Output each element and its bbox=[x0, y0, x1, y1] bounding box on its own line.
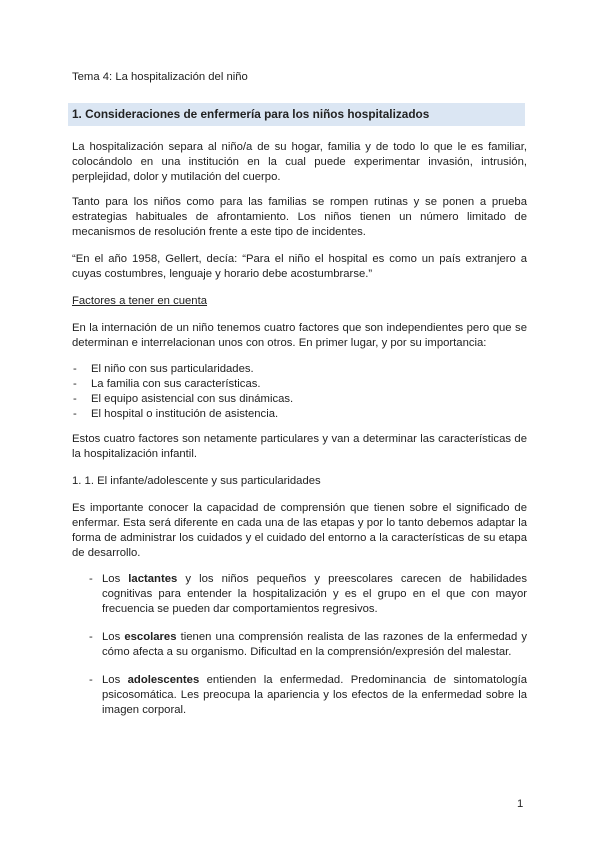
stages-list bbox=[72, 673, 527, 718]
factors-list bbox=[72, 362, 527, 422]
stages-list bbox=[72, 630, 527, 660]
paragraph-comprehension: Es importante conocer la capacidad de comprensión que tienen sobre el significado de enfermar. Esta será diferente en cada una de las etapas y por lo tanto debemos adaptar la forma de administrar los cuidados y el cuidado del entorno a la características de su etapa de desarrollo. bbox=[72, 502, 527, 559]
subsection-heading: 1. 1. El infante/adolescente y sus particularidades bbox=[72, 475, 321, 487]
page-number: 1 bbox=[517, 798, 524, 810]
list-item: - La familia con sus características. bbox=[72, 377, 527, 392]
topic-title: Tema 4: La hospitalización del niño bbox=[72, 71, 248, 83]
stages-list bbox=[72, 572, 527, 617]
list-item: - El hospital o institución de asistencia. bbox=[72, 407, 527, 422]
paragraph-routines: Tanto para los niños como para las familias se rompen rutinas y se ponen a prueba estrategias habituales de afrontamiento. Los niños tienen un número limitado de mecanismos de resolución frente a este tipo de incidentes. bbox=[72, 196, 527, 238]
section-heading: 1. Consideraciones de enfermería para los niños hospitalizados bbox=[68, 103, 525, 126]
list-item-lactantes: - Los lactantes y los niños pequeños y preescolares carecen de habilidades cognitivas para entender la hospitalización y es el grupo en el que con mayor frecuencia se pueden dar comportamientos regresivos. bbox=[72, 572, 527, 617]
list-item: - El niño con sus particularidades. bbox=[72, 362, 527, 377]
list-item: - El equipo asistencial con sus dinámicas. bbox=[72, 392, 527, 407]
stage-term: lactantes bbox=[128, 573, 178, 585]
factors-heading: Factores a tener en cuenta bbox=[72, 295, 208, 307]
paragraph-factors-intro: En la internación de un niño tenemos cuatro factores que son independientes pero que se determinan e interrelacionan unos con otros. En primer lugar, y por su importancia: bbox=[72, 322, 527, 349]
stage-term: escolares bbox=[124, 631, 177, 643]
stage-term: adolescentes bbox=[127, 674, 200, 686]
paragraph-hospitalization: La hospitalización separa al niño/a de su hogar, familia y de todo lo que le es familiar, colocándolo en una institución en la cual puede experimentar invasión, intrusión, perplejidad, dolor y mutilación del cuerpo. bbox=[72, 141, 527, 183]
list-item-adolescentes: - Los adolescentes entienden la enfermedad. Predominancia de sintomatología psicosomática. Les preocupa la apariencia y los efectos de la enfermedad sobre la imagen corporal. bbox=[72, 673, 527, 718]
list-item-escolares: - Los escolares tienen una comprensión realista de las razones de la enfermedad y cómo afecta a su organismo. Dificultad en la comprensión/expresión del malestar. bbox=[72, 630, 527, 660]
paragraph-factors-summary: Estos cuatro factores son netamente particulares y van a determinar las características de la hospitalización infantil. bbox=[72, 433, 527, 460]
paragraph-gellert-quote: “En el año 1958, Gellert, decía: “Para el niño el hospital es como un país extranjero a cuyas costumbres, lenguaje y horario debe acostumbrarse.” bbox=[72, 253, 527, 280]
